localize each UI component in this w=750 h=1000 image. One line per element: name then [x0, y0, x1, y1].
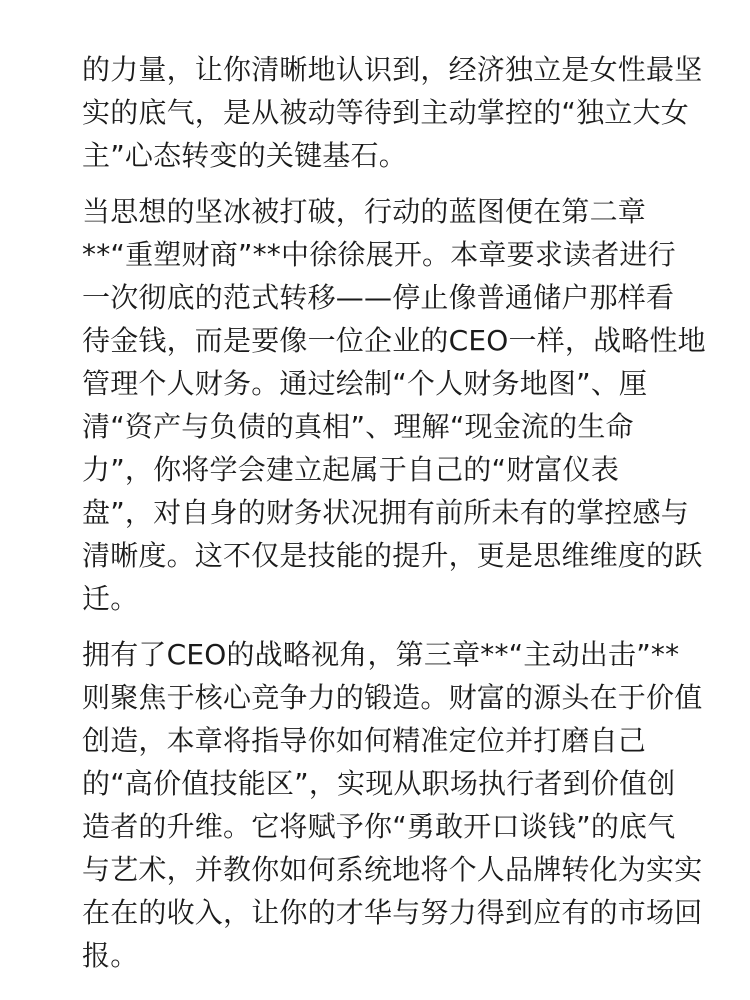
text-line: 清晰度。这不仅是技能的提升，更是思维维度的跃: [82, 539, 703, 572]
paragraph-chapter-three: [82, 633, 703, 977]
text-line: 创造，本章将指导你如何精准定位并打磨自己: [82, 724, 647, 757]
text-line: 的力量，让你清晰地认识到，经济独立是女性最坚: [82, 53, 703, 86]
text-line: 实的底气，是从被动等待到主动掌控的“独立大女: [82, 96, 689, 129]
text-line: 在在的收入，让你的才华与努力得到应有的市场回: [82, 896, 703, 929]
text-line: **“重塑财商”**中徐徐展开。本章要求读者进行: [82, 238, 676, 271]
text-line: 则聚焦于核心竞争力的锻造。财富的源头在于价值: [82, 681, 703, 714]
text-line: 拥有了CEO的战略视角，第三章**“主动出击”**: [82, 638, 680, 671]
text-line: 力”，你将学会建立起属于自己的“财富仪表: [82, 453, 620, 486]
text-line: 报。: [82, 939, 139, 972]
text-line: 迁。: [82, 582, 139, 615]
text-line: 管理个人财务。通过绘制“个人财务地图”、厘: [82, 367, 648, 400]
text-line: 盘”，对自身的财务状况拥有前所未有的掌控感与: [82, 496, 689, 529]
text-line: 主”心态转变的关键基石。: [82, 139, 407, 172]
text-line: 的“高价值技能区”，实现从职场执行者到价值创: [82, 767, 676, 800]
text-line: 当思想的坚冰被打破，行动的蓝图便在第二章: [82, 195, 647, 228]
document-body: [82, 48, 706, 990]
text-line: 待金钱，而是要像一位企业的CEO一样，战略性地: [82, 324, 706, 357]
text-line: 造者的升维。它将赋予你“勇敢开口谈钱”的底气: [82, 810, 676, 843]
text-line: 一次彻底的范式转移——停止像普通储户那样看: [82, 281, 675, 314]
paragraph-chapter-two: [82, 190, 706, 620]
paragraph-intro-conclusion: [82, 48, 703, 177]
text-line: 与艺术，并教你如何系统地将个人品牌转化为实实: [82, 853, 703, 886]
text-line: 清“资产与负债的真相”、理解“现金流的生命: [82, 410, 634, 443]
